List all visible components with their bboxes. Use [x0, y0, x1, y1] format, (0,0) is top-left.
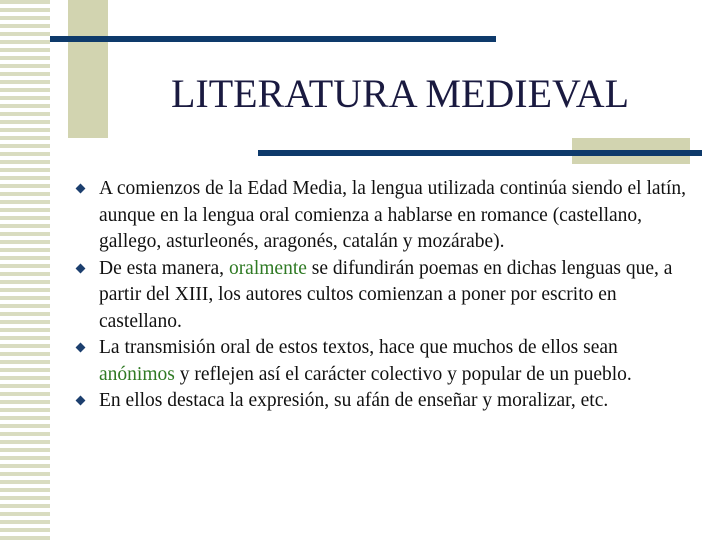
bullet-text-after: se difundirán poemas en dichas lenguas que, a partir del XIII, los autores cultos comienzan a poner por escrito en castellano. [99, 257, 673, 332]
top-accent-block [68, 0, 108, 138]
slide-title: LITERATURA MEDIEVAL [170, 71, 630, 116]
bullet-list [70, 176, 695, 415]
bullet-text-before: La transmisión oral de estos textos, hace que muchos de ellos sean [99, 337, 618, 358]
diamond-bullet-icon [76, 184, 86, 194]
diamond-bullet-icon [76, 396, 86, 406]
bullet-text: A comienzos de la Edad Media, la lengua utilizada continúa siendo el latín, aunque en la lengua oral comienza a hablarse en romance (castellano, gallego, asturleonés, aragonés, catalán y mozárabe). [99, 178, 686, 252]
highlighted-term: anónimos [99, 363, 175, 385]
bullet-item [70, 256, 695, 336]
bullet-item [70, 335, 695, 388]
top-rule [50, 36, 496, 42]
bullet-text-before: De esta manera, [99, 257, 229, 279]
bullet-item [70, 176, 695, 256]
bullet-item [70, 388, 695, 415]
bullet-text-after: y reflejen así el carácter colectivo y popular de un pueblo. [174, 363, 632, 385]
bullet-text: En ellos destaca la expresión, su afán de enseñar y moralizar, etc. [99, 390, 609, 411]
decorative-stripe-band [0, 0, 50, 540]
diamond-bullet-icon [76, 343, 86, 353]
diamond-bullet-icon [76, 263, 86, 273]
bottom-rule [258, 150, 702, 156]
highlighted-term: oralmente [228, 257, 307, 279]
